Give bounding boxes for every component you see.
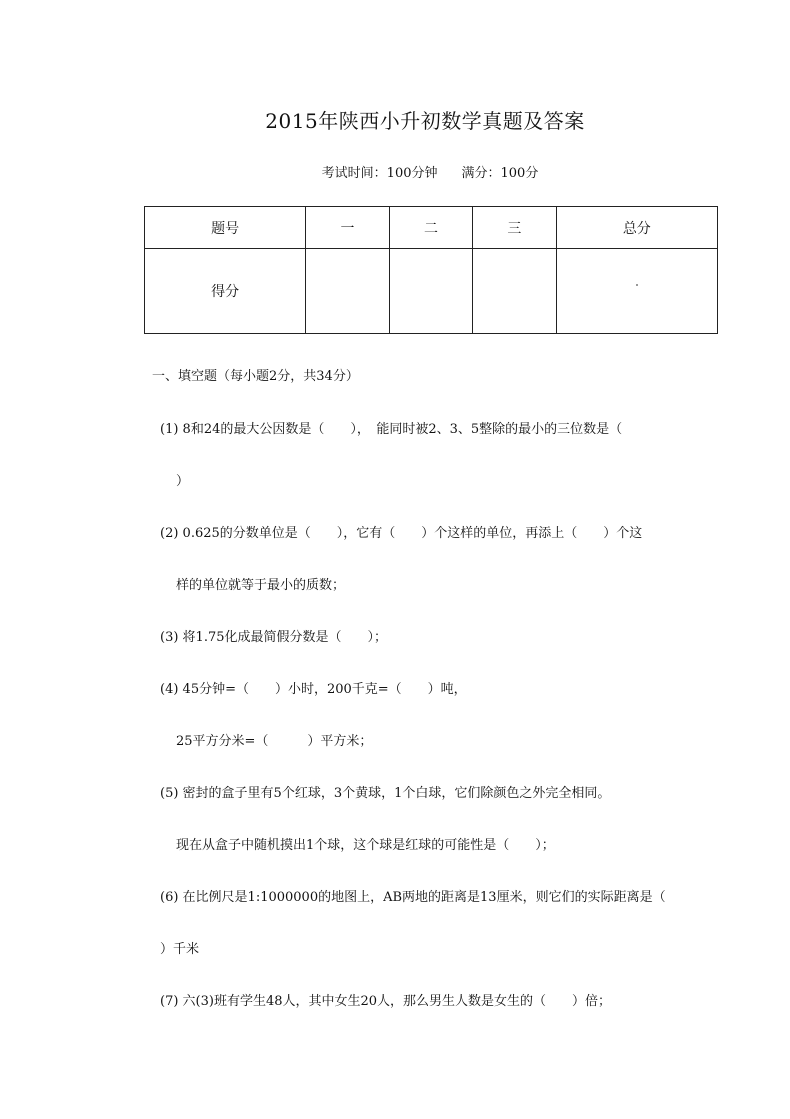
question-line: (3) 将1.75化成最简假分数是（ ）； <box>160 630 387 645</box>
header-cell-question-number: 题号 <box>145 207 306 249</box>
header-cell-part-3: 三 <box>473 207 556 249</box>
stray-mark <box>636 284 638 286</box>
header-cell-part-1: 一 <box>306 207 389 249</box>
question-line: (2) 0.625的分数单位是（ ），它有（ ）个这样的单位，再添上（ ）个这 <box>160 526 643 541</box>
section-heading: 一、填空题（每小题2分，共34分） <box>152 369 359 384</box>
header-cell-total: 总分 <box>556 207 717 249</box>
question-line: (5) 密封的盒子里有5个红球，3个黄球，1个白球，它们除颜色之外完全相同。 <box>160 786 611 801</box>
exam-time: 考试时间：100分钟 <box>321 166 438 181</box>
question-line: (4) 45分钟=（ ）小时，200千克=（ ）吨， <box>160 682 467 697</box>
question-line: 现在从盒子中随机摸出1个球，这个球是红球的可能性是（ ）； <box>176 838 555 853</box>
score-cell-part-2 <box>389 249 472 334</box>
score-cell-total <box>556 249 717 334</box>
exam-info <box>0 162 790 181</box>
score-table-header-row <box>145 207 718 249</box>
header-cell-part-2: 二 <box>389 207 472 249</box>
question-line: (7) 六(3)班有学生48人，其中女生20人，那么男生人数是女生的（ ）倍； <box>160 994 612 1009</box>
score-cell-part-1 <box>306 249 389 334</box>
question-line: (1) 8和24的最大公因数是（ ）， 能同时被2、3、5整除的最小的三位数是（ <box>160 422 623 437</box>
question-line: ）千米 <box>160 942 200 957</box>
score-cell-part-3 <box>473 249 556 334</box>
score-table-score-row <box>145 249 718 334</box>
score-table <box>144 206 718 334</box>
page-title: 2015年陕西小升初数学真题及答案 <box>265 109 585 133</box>
question-line: (6) 在比例尺是1:1000000的地图上，AB两地的距离是13厘米，则它们的实际距离是（ <box>160 890 666 905</box>
score-row-label: 得分 <box>145 249 306 334</box>
full-score: 满分：100分 <box>461 166 539 181</box>
question-line: 25平方分米=（ ）平方米； <box>176 734 373 749</box>
question-line: 样的单位就等于最小的质数； <box>176 578 346 593</box>
question-line: ） <box>176 474 190 489</box>
